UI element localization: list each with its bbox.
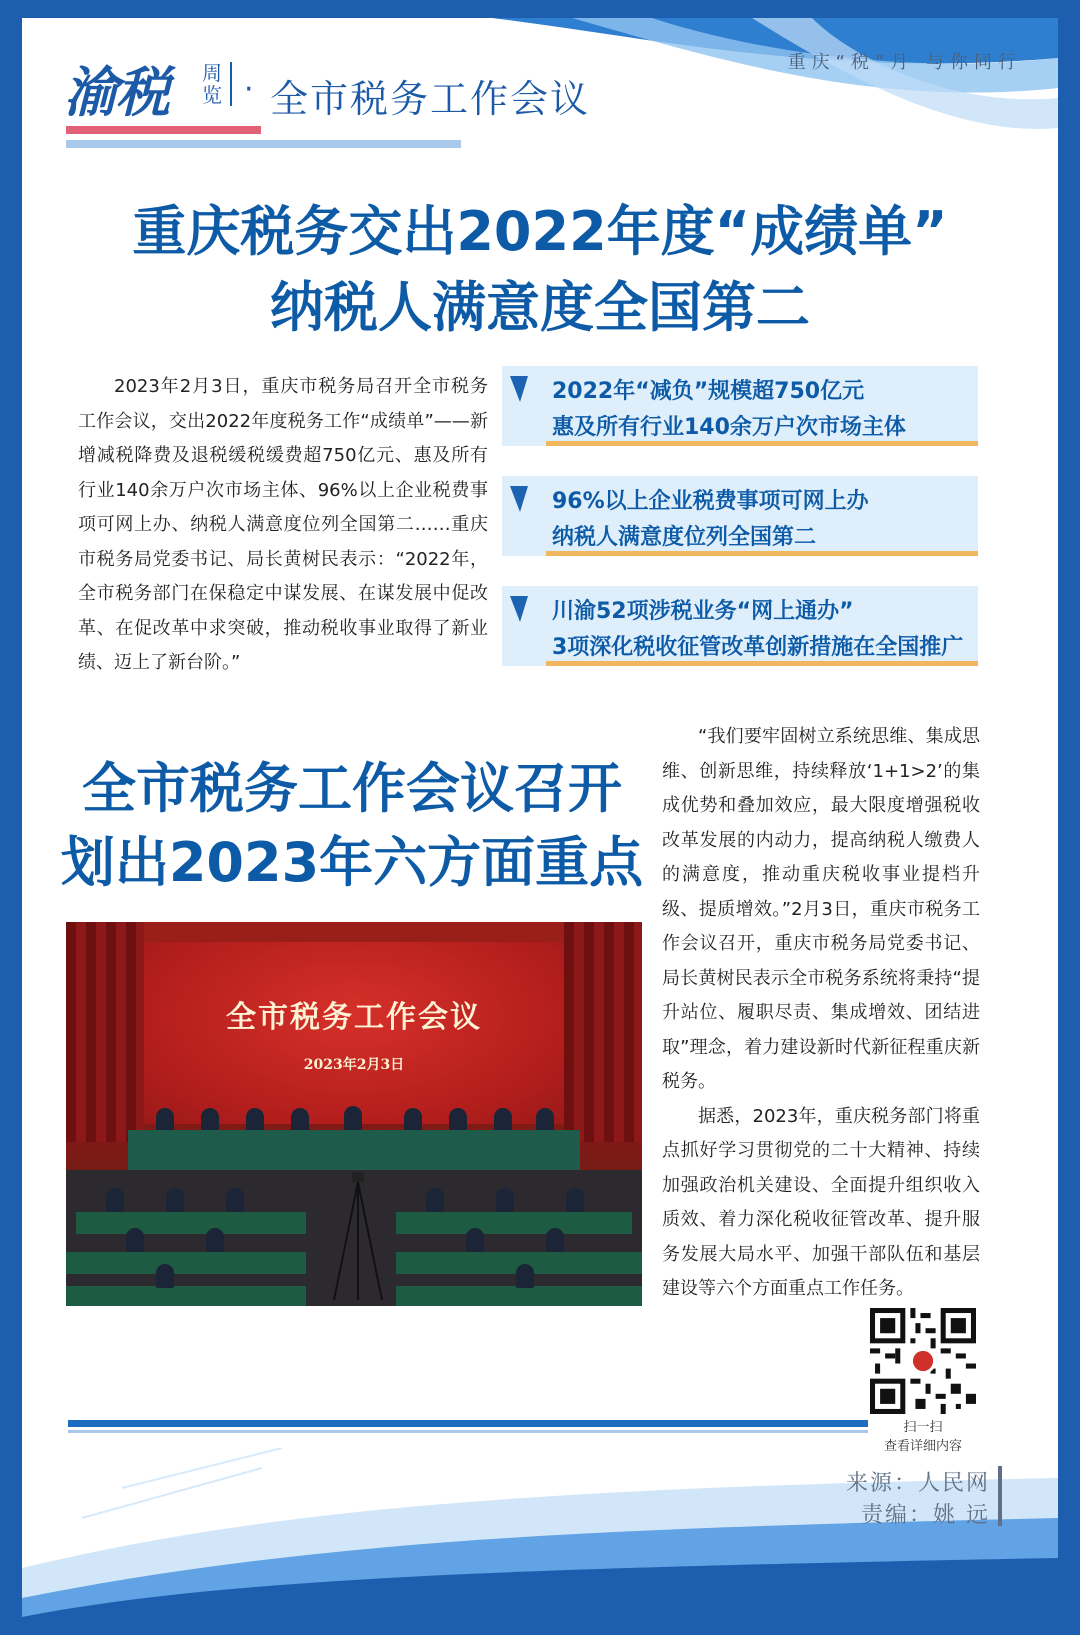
qr-code-icon[interactable] xyxy=(870,1308,976,1414)
highlight-stripe xyxy=(546,551,978,556)
screen-banner-date: 2023年2月3日 xyxy=(303,1057,405,1073)
highlight-box-3 xyxy=(502,586,978,666)
qr-label-details: 查看详细内容 xyxy=(883,1439,962,1454)
stage-screen xyxy=(144,942,564,1124)
highlight-3-line1: 川渝52项涉税业务“网上通办” xyxy=(552,599,854,624)
section-title: 全市税务工作会议 xyxy=(270,77,591,121)
highlight-box-1 xyxy=(502,366,978,446)
headline2-line2: 划出2023年六方面重点 xyxy=(60,831,644,894)
triangle-marker-icon xyxy=(510,596,528,622)
masthead-red-bar xyxy=(66,126,261,134)
right-paragraph-1: “我们要牢固树立系统思维、集成思维、创新思维，持续释放‘1+1>2’的集成优势和叠加效应，最大限度增强税收改革发展的内动力，提高纳税人缴费人的满意度，推动重庆税收事业提档升级、提质增效。”2月3日，重庆市税务工作会议召开，重庆市税务局党委书记、局长黄树民表示全市税务系统将秉持“提升站位、履职尽责、集成增效、团结进取”理念，着力建设新时代新征程重庆新税务。 xyxy=(662,726,980,1092)
credit-divider xyxy=(998,1466,1002,1526)
intro-paragraph: 2023年2月3日，重庆市税务局召开全市税务工作会议，交出2022年度税务工作“成绩单”——新增减税降费及退税缓税缓费超750亿元、惠及所有行业140余万户次市场主体、96%以上企业税费事项可网上办、纳税人满意度位列全国第二……重庆市税务局党委书记、局长黄树民表示：“2022年，全市税务部门在保稳定中谋发展、在谋发展中促改革、在促改革中求突破，推动税收事业取得了新业绩、迈上了新台阶。” xyxy=(78,376,488,673)
right-column-text xyxy=(662,720,980,1307)
camera-tripod-icon xyxy=(328,1172,388,1302)
highlight-stripe xyxy=(546,661,978,666)
footer-blue-bar xyxy=(68,1420,868,1427)
logo-subtitle: 周览 xyxy=(202,62,232,106)
highlight-3-line2: 3项深化税收征管改革创新措施在全国推广 xyxy=(552,635,964,660)
highlight-2-line1: 96%以上企业税费事项可网上办 xyxy=(552,489,869,514)
credit-source: 来源：人民网 xyxy=(845,1471,990,1496)
highlight-stripe xyxy=(546,441,978,446)
credit-editor: 责编：姚 远 xyxy=(861,1503,990,1528)
meeting-photo xyxy=(66,922,642,1306)
footer-light-bar xyxy=(68,1430,868,1433)
slogan: 重庆“税”月 与你同行 xyxy=(787,52,1022,73)
right-paragraph-2: 据悉，2023年，重庆税务部门将重点抓好学习贯彻党的二十大精神、持续加强政治机关建设、全面提升组织收入质效、着力深化税收征管改革、提升服务发展大局水平、加强干部队伍和基层建设等六个方面重点工作任务。 xyxy=(662,1105,980,1299)
highlight-2-line2: 纳税人满意度位列全国第二 xyxy=(552,525,817,550)
poster-page xyxy=(22,18,1058,1617)
masthead-blue-bar xyxy=(66,140,461,148)
headline1-line1: 重庆税务交出2022年度“成绩单” xyxy=(132,200,948,263)
highlight-1-line1: 2022年“减负”规模超750亿元 xyxy=(552,379,865,404)
curtain-left xyxy=(66,922,144,1142)
highlight-box-2 xyxy=(502,476,978,556)
curtain-right xyxy=(564,922,642,1142)
headline1-line2: 纳税人满意度全国第二 xyxy=(270,276,810,339)
screen-banner-title: 全市税务工作会议 xyxy=(226,1000,482,1035)
headline2-line1: 全市税务工作会议召开 xyxy=(82,757,622,820)
triangle-marker-icon xyxy=(510,376,528,402)
podium-table xyxy=(128,1130,580,1170)
highlight-1-line2: 惠及所有行业140余万户次市场主体 xyxy=(552,415,906,440)
logo-text: 渝税 xyxy=(64,60,168,124)
triangle-marker-icon xyxy=(510,486,528,512)
masthead-separator: · xyxy=(244,72,254,107)
qr-label-scan: 扫一扫 xyxy=(903,1420,943,1435)
